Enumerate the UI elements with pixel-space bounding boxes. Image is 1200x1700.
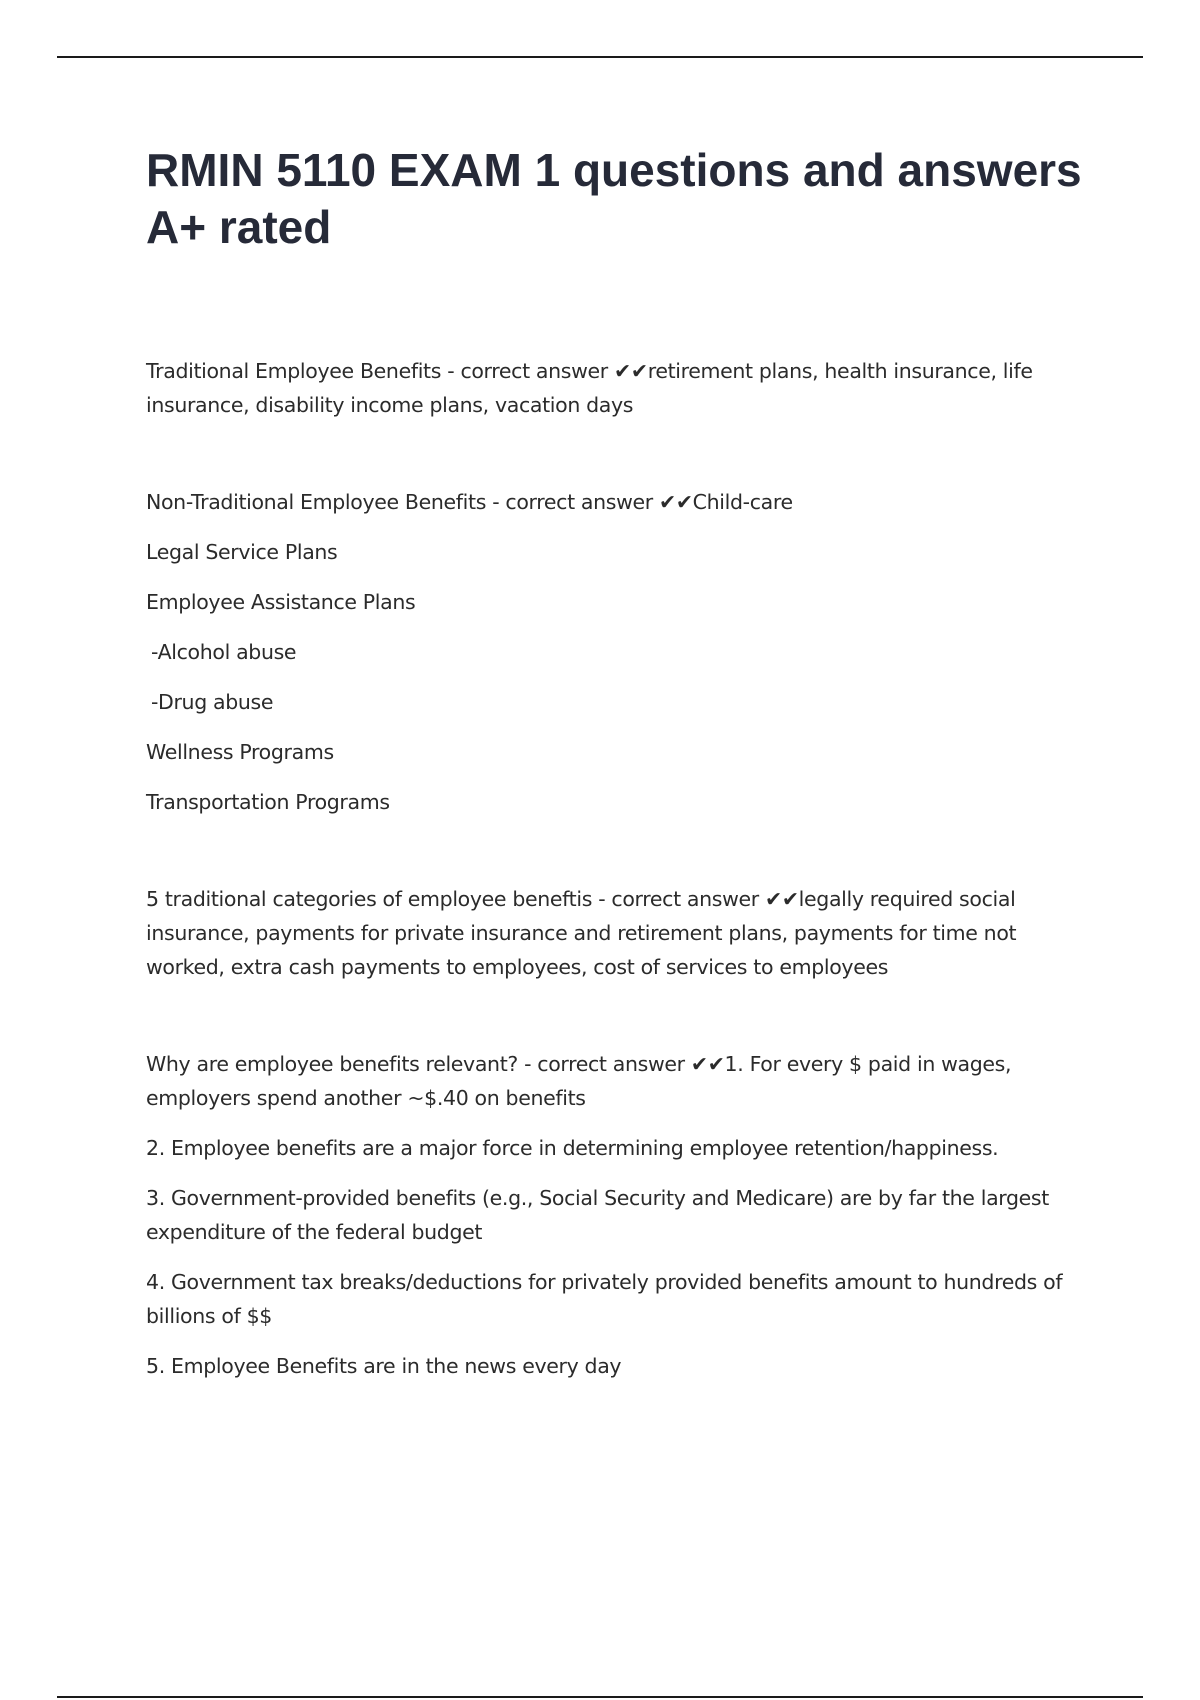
qa-answer-line: Wellness Programs (146, 740, 334, 764)
qa-item-why-relevant (146, 1047, 1096, 1383)
qa-answer-line: Employee Assistance Plans (146, 590, 416, 614)
qa-answer-line: 5 traditional categories of employee beneftis - correct answer ✔✔legally required social insurance, payments for private insurance and retirement plans, payments for time not worked, extra cash payments to employees, cost of services to employees (146, 887, 1017, 979)
qa-answer-line: 5. Employee Benefits are in the news every day (146, 1354, 622, 1378)
qa-item-non-traditional-benefits (146, 485, 1096, 819)
bottom-divider (57, 1696, 1143, 1698)
qa-answer-line: 4. Government tax breaks/deductions for privately provided benefits amount to hundreds of billions of $$ (146, 1270, 1063, 1328)
qa-answer-line: 2. Employee benefits are a major force in determining employee retention/happiness. (146, 1136, 999, 1160)
top-divider (57, 56, 1143, 58)
qa-answer-subline: -Alcohol abuse (151, 640, 297, 664)
qa-answer-line: Why are employee benefits relevant? - correct answer ✔✔1. For every $ paid in wages, employers spend another ~$.40 on benefits (146, 1052, 1012, 1110)
qa-item-traditional-benefits (146, 354, 1096, 422)
qa-answer-line: Non-Traditional Employee Benefits - correct answer ✔✔Child-care (146, 490, 793, 514)
page-title: RMIN 5110 EXAM 1 questions and answers A+ rated (146, 144, 1082, 253)
qa-item-five-categories (146, 882, 1096, 984)
document-body (146, 354, 1096, 1383)
qa-answer-line: Transportation Programs (146, 790, 390, 814)
qa-answer-line: Legal Service Plans (146, 540, 338, 564)
qa-answer-line: 3. Government-provided benefits (e.g., Social Security and Medicare) are by far the largest expenditure of the federal budget (146, 1186, 1049, 1244)
qa-answer-subline: -Drug abuse (151, 690, 274, 714)
qa-answer-line: Traditional Employee Benefits - correct answer ✔✔retirement plans, health insurance, life insurance, disability income plans, vacation days (146, 359, 1033, 417)
